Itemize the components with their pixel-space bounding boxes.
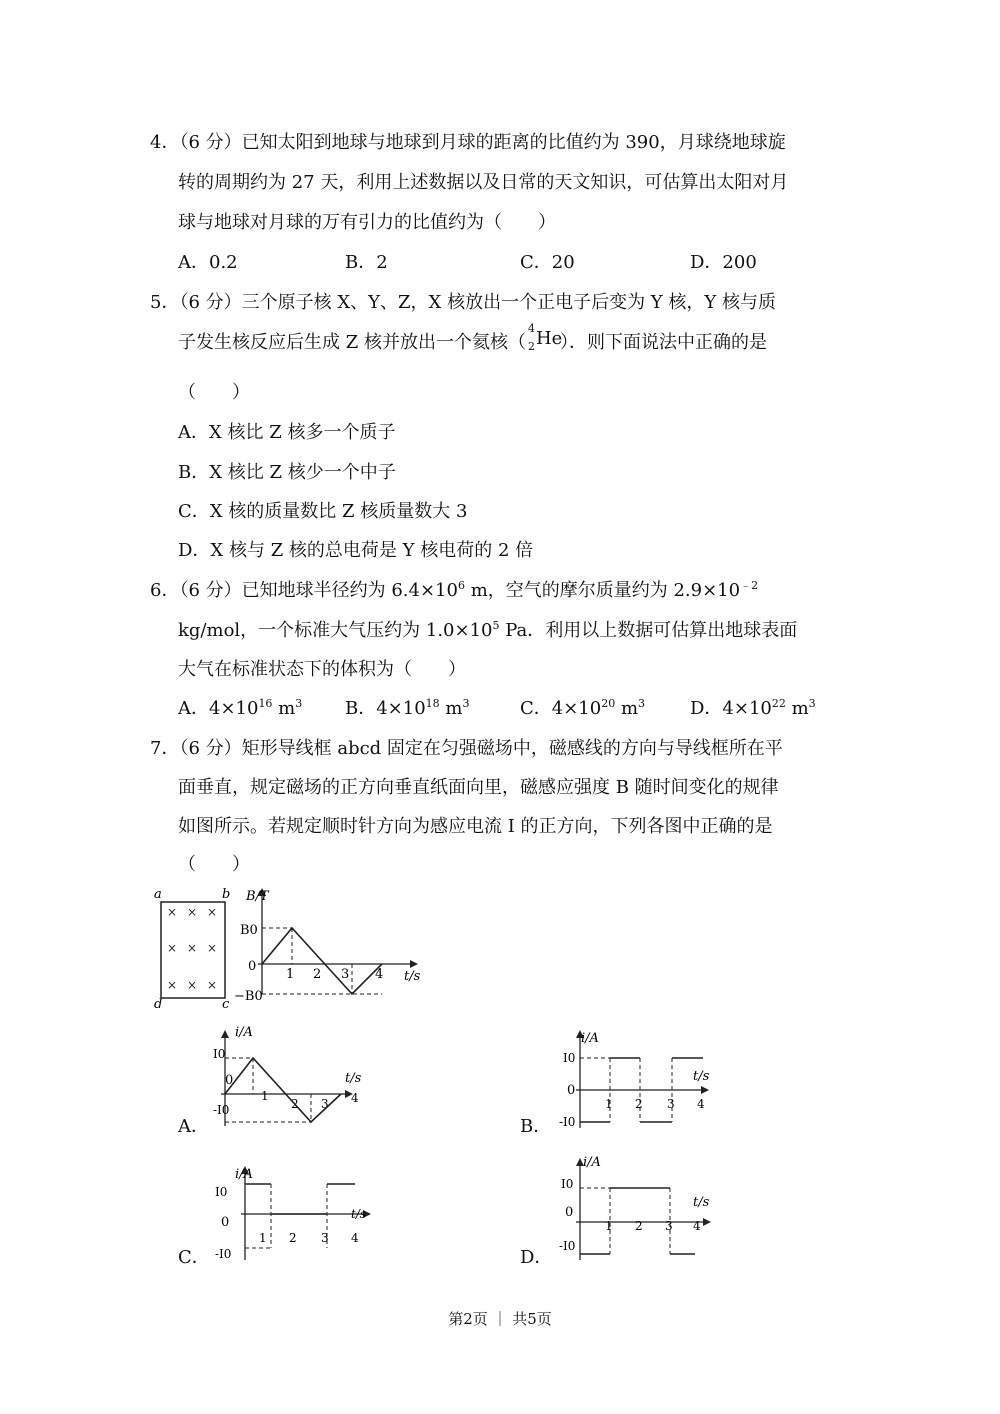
q5-option-c: C．X 核的质量数比 Z 核质量数大 3: [178, 501, 468, 522]
q7-line4: （ ）: [178, 854, 250, 875]
q6-opt-b-exp: 18: [425, 697, 440, 710]
cross-mark: ×: [207, 978, 218, 992]
magnetic-field-crosses: [167, 905, 217, 992]
t-axis-label: t/s: [404, 969, 421, 984]
tick-4: 4: [693, 1219, 701, 1233]
q7-choice-a-letter: A．: [178, 1116, 209, 1137]
q7-line3: 如图所示。若规定顺时针方向为感应电流 I 的正方向，下列各图中正确的是: [178, 816, 773, 837]
q4-option-b: B．2: [345, 252, 388, 273]
q5-option-d: D．X 核与 Z 核的总电荷是 Y 核电荷的 2 倍: [178, 540, 534, 561]
cross-mark: ×: [167, 978, 178, 992]
q4-option-a: A．0.2: [178, 252, 238, 273]
q7-choice-d-letter: D．: [520, 1247, 553, 1268]
q7-line2: 面垂直，规定磁场的正方向垂直纸面向里，磁感应强度 B 随时间变化的规律: [178, 777, 779, 798]
cross-mark: ×: [187, 941, 198, 955]
t-axis-arrow: [410, 960, 418, 968]
q4-line1: 4．（6 分）已知太阳到地球与地球到月球的距离的比值约为 390，月球绕地球旋: [150, 132, 786, 153]
q4-option-c: C．20: [520, 252, 575, 273]
q5-line2-start: 子发生核反应后生成 Z 核并放出一个氦核（: [178, 332, 526, 353]
q7-choice-c-letter: C．: [178, 1247, 210, 1268]
origin-label: 0: [567, 1083, 576, 1098]
neg-i0-label: -I0: [213, 1103, 230, 1117]
tick-2: 2: [635, 1097, 643, 1111]
i-axis-arrow: [221, 1030, 229, 1038]
q4-line2: 转的周期约为 27 天，利用上述数据以及日常的天文知识，可估算出太阳对月: [178, 172, 789, 193]
b-curve: [262, 928, 382, 994]
i-axis-label: i/A: [583, 1155, 601, 1170]
frame-label-a: a: [154, 887, 162, 902]
q6-opt-a-exp: 16: [258, 697, 273, 710]
q6-opt-d-post: m: [785, 698, 809, 719]
choice-d-graph: [555, 1150, 725, 1268]
q6-opt-a-unit-exp: 3: [295, 697, 303, 710]
tick-1: 1: [261, 1089, 269, 1103]
tick-2: 2: [291, 1097, 299, 1111]
choice-a-graph: [205, 1022, 375, 1134]
cross-mark: ×: [167, 905, 178, 919]
q6-line1: [150, 576, 758, 602]
q5-option-a: A．X 核比 Z 核多一个质子: [178, 422, 396, 443]
tick-1: 1: [259, 1231, 267, 1245]
tick-2: 2: [635, 1219, 643, 1233]
q6-line2: [178, 616, 797, 642]
choice-c-graph: [205, 1158, 375, 1266]
tick-4: 4: [351, 1231, 359, 1245]
tick-3: 3: [665, 1219, 673, 1233]
q6-opt-c-unit-exp: 3: [638, 697, 646, 710]
i0-label: I0: [215, 1185, 228, 1199]
t-axis-arrow: [703, 1218, 711, 1226]
i-axis-label: i/A: [235, 1167, 253, 1182]
tick-3: 3: [667, 1097, 675, 1111]
q7-line1: 7．（6 分）矩形导线框 abcd 固定在匀强磁场中，磁感线的方向与导线框所在平: [150, 738, 783, 759]
t-axis-label: t/s: [693, 1195, 710, 1210]
tick-3: 3: [341, 967, 350, 982]
neg-i0-label: -I0: [559, 1239, 576, 1253]
tick-4: 4: [697, 1097, 705, 1111]
q5-option-b: B．X 核比 Z 核少一个中子: [178, 462, 396, 483]
q6-option-d: [690, 694, 816, 720]
origin-label: 0: [248, 959, 257, 974]
q5-line1: 5．（6 分）三个原子核 X、Y、Z，X 核放出一个正电子后变为 Y 核，Y 核与质: [150, 292, 777, 313]
i0-label: I0: [213, 1047, 226, 1061]
q6-opt-b-post: m: [439, 698, 463, 719]
q6-line1-start: 6．（6 分）已知地球半径约为 6.4×10: [150, 580, 458, 601]
cross-mark: ×: [207, 905, 218, 919]
i0-label: I0: [561, 1177, 574, 1191]
element-symbol: He: [535, 328, 563, 349]
tick-1: 1: [286, 967, 295, 982]
q5-line2: [178, 322, 767, 354]
q6-opt-b-unit-exp: 3: [462, 697, 470, 710]
tick-3: 3: [321, 1097, 329, 1111]
page-footer: 第2页 ｜ 共5页: [448, 1310, 552, 1328]
tick-1: 1: [605, 1097, 613, 1111]
t-axis-label: t/s: [351, 1207, 367, 1221]
tick-1: 1: [605, 1219, 613, 1233]
neg-b0-label: −B0: [234, 989, 263, 1002]
neg-i0-label: -I0: [559, 1115, 576, 1129]
origin-label: 0: [565, 1205, 574, 1220]
frame-label-b: b: [222, 887, 231, 902]
neg-i0-label: -I0: [215, 1247, 232, 1261]
q6-option-c: [520, 694, 645, 720]
cross-mark: ×: [167, 941, 178, 955]
q6-exp2: ﹣2: [740, 579, 759, 592]
q6-opt-c-pre: C．4×10: [520, 698, 602, 719]
tick-4: 4: [351, 1091, 359, 1105]
helium-nucleus-symbol: [526, 322, 563, 353]
q6-option-a: [178, 694, 302, 720]
q6-opt-c-post: m: [615, 698, 639, 719]
q6-line2-start: kg/mol，一个标准大气压约为 1.0×10: [178, 620, 493, 641]
q7-choice-b-letter: B．: [520, 1116, 552, 1137]
current-curve: [225, 1058, 341, 1122]
mass-number: 4: [527, 322, 535, 335]
frame-label-d: d: [154, 997, 163, 1012]
q6-line2-end: Pa．利用以上数据可估算出地球表面: [499, 620, 798, 641]
frame-label-c: c: [222, 997, 230, 1012]
q6-opt-d-pre: D．4×10: [690, 698, 772, 719]
cross-mark: ×: [187, 978, 198, 992]
tick-2: 2: [313, 967, 322, 982]
q5-line3: （ ）: [178, 382, 250, 403]
atomic-number: 2: [527, 340, 535, 353]
q5-line2-end: ）．则下面说法中正确的是: [559, 332, 767, 353]
q4-option-d: D．200: [690, 252, 757, 273]
b-axis-label: B/T: [246, 889, 269, 904]
q6-opt-c-exp: 20: [601, 697, 616, 710]
origin-label: 0: [225, 1073, 234, 1088]
q6-opt-d-unit-exp: 3: [808, 697, 816, 710]
tick-4: 4: [375, 967, 384, 982]
i-axis-label: i/A: [581, 1031, 599, 1046]
wire-frame-figure: [148, 882, 238, 1012]
q6-opt-a-post: m: [272, 698, 296, 719]
q6-exp3: 5: [492, 619, 500, 632]
q4-line3: 球与地球对月球的万有引力的比值约为（ ）: [178, 212, 556, 233]
t-axis-label: t/s: [345, 1071, 362, 1086]
t-axis-arrow: [701, 1086, 709, 1094]
choice-b-graph: [555, 1022, 725, 1134]
tick-3: 3: [321, 1231, 329, 1245]
i-axis-label: i/A: [235, 1025, 253, 1040]
t-axis-label: t/s: [693, 1069, 710, 1084]
q6-option-b: [345, 694, 469, 720]
tick-2: 2: [289, 1231, 297, 1245]
b0-label: B0: [240, 923, 258, 938]
b-t-graph: [232, 882, 432, 1002]
q6-opt-b-pre: B．4×10: [345, 698, 426, 719]
cross-mark: ×: [207, 941, 218, 955]
q6-opt-d-exp: 22: [771, 697, 786, 710]
q6-opt-a-pre: A．4×10: [178, 698, 259, 719]
cross-mark: ×: [187, 905, 198, 919]
i0-label: I0: [563, 1051, 576, 1065]
q6-line3: 大气在标准状态下的体积为（ ）: [178, 659, 466, 680]
q6-exp1: 6: [457, 579, 465, 592]
q6-line1-end: m，空气的摩尔质量约为 2.9×10: [464, 580, 741, 601]
origin-label: 0: [221, 1215, 230, 1230]
